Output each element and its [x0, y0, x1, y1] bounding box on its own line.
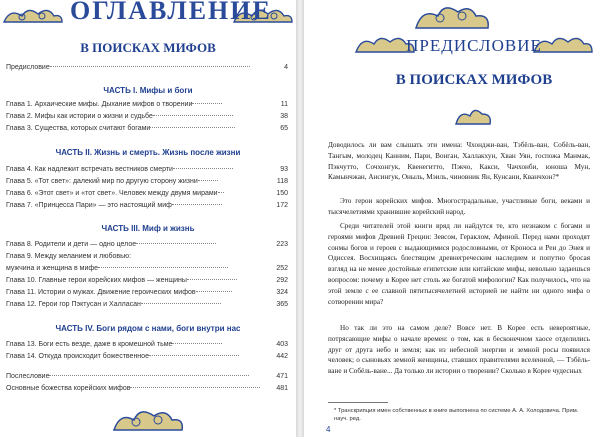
page-number: 4	[326, 425, 331, 434]
cloud-ornament-icon	[2, 4, 64, 26]
toc-section-title: В ПОИСКАХ МИФОВ	[80, 40, 216, 55]
toc-entry: Глава 10. Главные герои корейских мифов — женщины 292	[6, 277, 288, 284]
toc-entry: Глава 13. Боги есть везде, даже в кромешной тьме 403	[6, 341, 288, 348]
preface-subtitle: В ПОИСКАХ МИФОВ	[395, 72, 553, 88]
toc-entry: Основные божества корейских мифов 481	[6, 385, 288, 392]
toc-entry: Глава 5. «Тот свет»: далекий мир по другую сторону жизни 118	[6, 178, 288, 185]
body-paragraph: Это герои корейских мифов. Многострадальные, участливые боги, веками и тысячелетиями хранившие корейский народ.	[328, 197, 590, 216]
toc-title: ОГЛАВЛЕНИЕ	[70, 0, 272, 25]
right-page	[304, 0, 600, 437]
toc-entry: Глава 12. Герои гор Пэктусан и Халласан 365	[6, 301, 288, 308]
toc-entry: Глава 1. Архаические мифы. Дыхание мифов о творении 11	[6, 101, 288, 108]
toc-entry: Глава 2. Мифы как истории о жизни и судьбе 38	[6, 113, 288, 120]
toc-entry: Глава 3. Существа, которых считают богами 65	[6, 125, 288, 132]
body-paragraph: Среди читателей этой книги вряд ли найдутся те, кто незнаком с богами и героями мифов Древней Греции: Зевсом, Гераклом, Афиной. Перед нами проходят сонмы богов и героев с выдающимися родословными, от Кроноса и Реи до Энея и Одиссея. Восхищаясь блестящим древнегреческим наследием и попутно бросая взгляд на не менее достойные египетские или китайские мифы, невольно задаешься вопросом: почему в Корее нет столь же богатой мифологии? Как получилось, что на этой земле с ее славной пятитысячелетней историей не найти ни одного мифа о сотворении мира?	[328, 222, 590, 306]
toc-entry: Глава 6. «Этот свет» и «тот свет». Человек между двумя мирами 150	[6, 190, 288, 197]
toc-entry: Глава 8. Родители и дети — одно целое 223	[6, 241, 288, 248]
toc-part-heading: ЧАСТЬ I. Мифы и боги	[103, 86, 193, 95]
book-gutter	[296, 0, 304, 437]
toc-entry: Глава 7. «Принцесса Пари» — это настоящий миф 172	[6, 202, 288, 209]
cloud-ornament-icon	[110, 404, 186, 434]
toc-entry: Послесловие 471	[6, 373, 288, 380]
toc-entry: мужчина и женщина в мифе 252	[6, 265, 288, 272]
body-paragraph: Доводилось ли вам слышать эти имена: Чхонджи-ван, Тэбёль-ван, Собёль-ван, Тангым, молодец Канним, Пари, Вонган, Халлакхун, Хван Уян, госпожа Манмак, Пэкчутто, Сочхонгук, Квенегитто, Пэкчо, Какси, Чачхонби, юноша Мун, Камынчжан, Ансингук, Оныль, Мэиль, чиновник Ян, Кунсани, Кванчхон?*	[328, 141, 590, 182]
cloud-ornament-icon	[454, 104, 494, 128]
left-page	[0, 0, 296, 437]
toc-entry: Глава 9. Между желанием и любовью:	[6, 253, 131, 260]
toc-entry: Предисловие 4	[6, 64, 288, 71]
toc-entry: Глава 14. Откуда происходит божественное 442	[6, 353, 288, 360]
toc-part-heading: ЧАСТЬ IV. Боги рядом с нами, боги внутри нас	[55, 324, 241, 333]
toc-entry: Глава 4. Как надлежит встречать вестников смерти 93	[6, 166, 288, 173]
toc-entry: Глава 11. Истории о мужах. Движение героических мифов 324	[6, 289, 288, 296]
cloud-ornament-icon	[412, 2, 492, 32]
footnote-rule	[328, 402, 388, 403]
toc-part-heading: ЧАСТЬ II. Жизнь и смерть. Жизнь после жизни	[55, 148, 241, 157]
preface-title: ПРЕДИСЛОВИЕ	[406, 36, 542, 55]
body-paragraph: Но так ли это на самом деле? Вовсе нет. В Корее есть невероятные, потрясающие мифы о начале времен: о том, как в бесконечном хаосе отделились друг от друга небо и земля; как из небесной энергии и земной росы появился человек; о сыновьях земной женщины, ставших правителями вселенной, — Тэбёль-ване и Собёль-ване... Да только ли истории о творении? Сколько в Корее чудесных	[328, 324, 590, 376]
footnote: * Транскрипция имен собственных в книге выполнена по системе А. А. Холодовича. Прим. науч. ред.	[334, 408, 579, 422]
toc-part-heading: ЧАСТЬ III. Миф и жизнь	[101, 224, 195, 233]
